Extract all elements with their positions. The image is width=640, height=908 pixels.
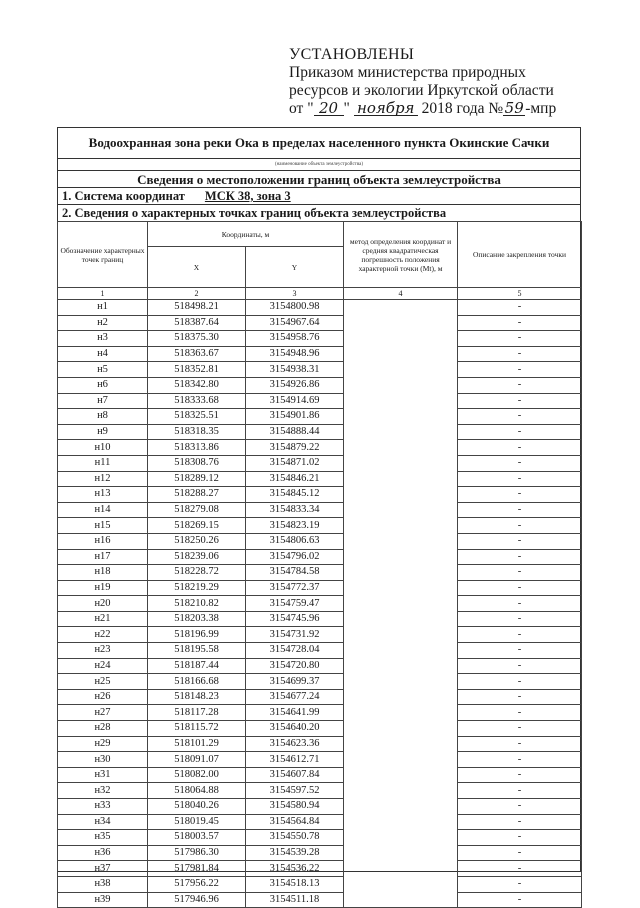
y-coordinate: 3154967.64 bbox=[246, 315, 344, 331]
method-cell bbox=[344, 440, 458, 456]
point-name: н24 bbox=[58, 658, 148, 674]
col-number: 5 bbox=[458, 288, 582, 300]
table-row bbox=[58, 752, 582, 768]
method-cell bbox=[344, 346, 458, 362]
method-cell bbox=[344, 736, 458, 752]
y-coordinate: 3154607.84 bbox=[246, 767, 344, 783]
y-coordinate: 3154518.13 bbox=[246, 876, 344, 892]
handwritten-month: ноября bbox=[354, 101, 418, 116]
description-cell: - bbox=[458, 658, 582, 674]
method-cell bbox=[344, 721, 458, 737]
x-coordinate: 518352.81 bbox=[148, 362, 246, 378]
description-cell: - bbox=[458, 315, 582, 331]
description-cell: - bbox=[458, 752, 582, 768]
table-row bbox=[58, 409, 582, 425]
point-name: н28 bbox=[58, 721, 148, 737]
y-coordinate: 3154640.20 bbox=[246, 721, 344, 737]
description-cell: - bbox=[458, 331, 582, 347]
method-cell bbox=[344, 689, 458, 705]
approval-heading: УСТАНОВЛЕНЫ bbox=[289, 46, 415, 63]
handwritten-day: 20 bbox=[314, 101, 344, 116]
x-coordinate: 518228.72 bbox=[148, 565, 246, 581]
x-coordinate: 518363.67 bbox=[148, 346, 246, 362]
description-cell: - bbox=[458, 471, 582, 487]
y-coordinate: 3154926.86 bbox=[246, 377, 344, 393]
x-coordinate: 518289.12 bbox=[148, 471, 246, 487]
description-cell: - bbox=[458, 814, 582, 830]
point-name: н5 bbox=[58, 362, 148, 378]
description-cell: - bbox=[458, 580, 582, 596]
y-coordinate: 3154539.28 bbox=[246, 845, 344, 861]
x-coordinate: 518239.06 bbox=[148, 549, 246, 565]
table-row bbox=[58, 627, 582, 643]
point-name: н32 bbox=[58, 783, 148, 799]
y-coordinate: 3154612.71 bbox=[246, 752, 344, 768]
point-name: н17 bbox=[58, 549, 148, 565]
point-name: н18 bbox=[58, 565, 148, 581]
x-coordinate: 518333.68 bbox=[148, 393, 246, 409]
method-cell bbox=[344, 705, 458, 721]
header-point: Обозначение характерных точек границ bbox=[58, 222, 148, 288]
x-coordinate: 518166.68 bbox=[148, 674, 246, 690]
table-row bbox=[58, 377, 582, 393]
table-row bbox=[58, 580, 582, 596]
method-cell bbox=[344, 549, 458, 565]
description-cell: - bbox=[458, 424, 582, 440]
description-cell: - bbox=[458, 502, 582, 518]
method-cell bbox=[344, 393, 458, 409]
x-coordinate: 518115.72 bbox=[148, 721, 246, 737]
table-row bbox=[58, 658, 582, 674]
method-cell bbox=[344, 627, 458, 643]
point-name: н14 bbox=[58, 502, 148, 518]
date-prefix: от " bbox=[289, 100, 314, 117]
method-cell bbox=[344, 783, 458, 799]
y-coordinate: 3154536.22 bbox=[246, 861, 344, 877]
y-coordinate: 3154623.36 bbox=[246, 736, 344, 752]
description-cell: - bbox=[458, 518, 582, 534]
method-cell bbox=[344, 518, 458, 534]
y-coordinate: 3154745.96 bbox=[246, 611, 344, 627]
table-row bbox=[58, 814, 582, 830]
col-number: 1 bbox=[58, 288, 148, 300]
table-row bbox=[58, 845, 582, 861]
point-name: н36 bbox=[58, 845, 148, 861]
y-coordinate: 3154800.98 bbox=[246, 300, 344, 316]
method-cell bbox=[344, 455, 458, 471]
x-coordinate: 518387.64 bbox=[148, 315, 246, 331]
description-cell: - bbox=[458, 487, 582, 503]
table-row bbox=[58, 705, 582, 721]
y-coordinate: 3154728.04 bbox=[246, 643, 344, 659]
description-cell: - bbox=[458, 892, 582, 908]
y-coordinate: 3154796.02 bbox=[246, 549, 344, 565]
x-coordinate: 517981.84 bbox=[148, 861, 246, 877]
description-cell: - bbox=[458, 409, 582, 425]
y-coordinate: 3154948.96 bbox=[246, 346, 344, 362]
method-cell bbox=[344, 471, 458, 487]
table-row bbox=[58, 689, 582, 705]
point-name: н10 bbox=[58, 440, 148, 456]
table-row bbox=[58, 518, 582, 534]
y-coordinate: 3154871.02 bbox=[246, 455, 344, 471]
table-row bbox=[58, 471, 582, 487]
y-coordinate: 3154699.37 bbox=[246, 674, 344, 690]
point-name: н21 bbox=[58, 611, 148, 627]
description-cell: - bbox=[458, 861, 582, 877]
table-row bbox=[58, 502, 582, 518]
point-name: н31 bbox=[58, 767, 148, 783]
method-cell bbox=[344, 300, 458, 316]
description-cell: - bbox=[458, 362, 582, 378]
point-name: н8 bbox=[58, 409, 148, 425]
table-row bbox=[58, 674, 582, 690]
description-cell: - bbox=[458, 799, 582, 815]
point-name: н1 bbox=[58, 300, 148, 316]
method-cell bbox=[344, 580, 458, 596]
table-row bbox=[58, 393, 582, 409]
y-coordinate: 3154641.99 bbox=[246, 705, 344, 721]
method-cell bbox=[344, 752, 458, 768]
point-name: н20 bbox=[58, 596, 148, 612]
description-cell: - bbox=[458, 767, 582, 783]
method-cell bbox=[344, 767, 458, 783]
method-cell bbox=[344, 845, 458, 861]
coordinate-system-label: 1. Система координат bbox=[62, 189, 185, 203]
zone-subtitle: (наименование объекта землеустройства) bbox=[274, 162, 364, 167]
table-body bbox=[58, 300, 582, 908]
handwritten-order-number: 59 bbox=[504, 99, 524, 117]
header-x: X bbox=[148, 247, 246, 288]
y-coordinate: 3154888.44 bbox=[246, 424, 344, 440]
x-coordinate: 518195.58 bbox=[148, 643, 246, 659]
point-name: н7 bbox=[58, 393, 148, 409]
method-cell bbox=[344, 861, 458, 877]
col-number: 4 bbox=[344, 288, 458, 300]
y-coordinate: 3154677.24 bbox=[246, 689, 344, 705]
table-row bbox=[58, 876, 582, 892]
x-coordinate: 518325.51 bbox=[148, 409, 246, 425]
point-name: н19 bbox=[58, 580, 148, 596]
x-coordinate: 518196.99 bbox=[148, 627, 246, 643]
method-cell bbox=[344, 674, 458, 690]
description-cell: - bbox=[458, 611, 582, 627]
point-name: н11 bbox=[58, 455, 148, 471]
description-cell: - bbox=[458, 876, 582, 892]
description-cell: - bbox=[458, 377, 582, 393]
point-name: н34 bbox=[58, 814, 148, 830]
header-method: метод определения координат и средняя квадратическая погрешность положения характерной точки (Mt), м bbox=[344, 222, 458, 288]
y-coordinate: 3154597.52 bbox=[246, 783, 344, 799]
point-name: н35 bbox=[58, 830, 148, 846]
x-coordinate: 518313.86 bbox=[148, 440, 246, 456]
x-coordinate: 518308.76 bbox=[148, 455, 246, 471]
y-coordinate: 3154772.37 bbox=[246, 580, 344, 596]
date-quote: " bbox=[343, 100, 350, 117]
y-coordinate: 3154879.22 bbox=[246, 440, 344, 456]
table-row bbox=[58, 440, 582, 456]
point-name: н13 bbox=[58, 487, 148, 503]
header-y: Y bbox=[246, 247, 344, 288]
method-cell bbox=[344, 565, 458, 581]
point-name: н23 bbox=[58, 643, 148, 659]
y-coordinate: 3154784.58 bbox=[246, 565, 344, 581]
approval-block bbox=[289, 46, 556, 118]
table-row bbox=[58, 892, 582, 908]
col-number: 2 bbox=[148, 288, 246, 300]
y-coordinate: 3154823.19 bbox=[246, 518, 344, 534]
description-cell: - bbox=[458, 533, 582, 549]
table-row bbox=[58, 611, 582, 627]
point-name: н33 bbox=[58, 799, 148, 815]
x-coordinate: 518318.35 bbox=[148, 424, 246, 440]
coordinate-system-value: МСК 38, зона 3 bbox=[204, 189, 291, 203]
x-coordinate: 518148.23 bbox=[148, 689, 246, 705]
x-coordinate: 518203.38 bbox=[148, 611, 246, 627]
point-name: н16 bbox=[58, 533, 148, 549]
description-cell: - bbox=[458, 300, 582, 316]
order-suffix: -мпр bbox=[525, 100, 557, 117]
description-cell: - bbox=[458, 674, 582, 690]
description-cell: - bbox=[458, 830, 582, 846]
y-coordinate: 3154901.86 bbox=[246, 409, 344, 425]
table-row bbox=[58, 424, 582, 440]
point-name: н3 bbox=[58, 331, 148, 347]
point-name: н37 bbox=[58, 861, 148, 877]
x-coordinate: 518019.45 bbox=[148, 814, 246, 830]
x-coordinate: 518091.07 bbox=[148, 752, 246, 768]
approval-date-line bbox=[289, 100, 556, 118]
point-name: н38 bbox=[58, 876, 148, 892]
y-coordinate: 3154845.12 bbox=[246, 487, 344, 503]
table-row bbox=[58, 643, 582, 659]
table-row bbox=[58, 346, 582, 362]
header-coords: Координаты, м bbox=[148, 222, 344, 247]
table-row bbox=[58, 799, 582, 815]
x-coordinate: 518101.29 bbox=[148, 736, 246, 752]
table-row bbox=[58, 783, 582, 799]
x-coordinate: 518210.82 bbox=[148, 596, 246, 612]
point-name: н6 bbox=[58, 377, 148, 393]
point-name: н30 bbox=[58, 752, 148, 768]
table-row bbox=[58, 315, 582, 331]
method-cell bbox=[344, 892, 458, 908]
point-name: н9 bbox=[58, 424, 148, 440]
approval-line-2: ресурсов и экологии Иркутской области bbox=[289, 82, 554, 99]
table-row bbox=[58, 565, 582, 581]
description-cell: - bbox=[458, 643, 582, 659]
description-cell: - bbox=[458, 736, 582, 752]
y-coordinate: 3154846.21 bbox=[246, 471, 344, 487]
x-coordinate: 518279.08 bbox=[148, 502, 246, 518]
description-cell: - bbox=[458, 346, 582, 362]
y-coordinate: 3154806.63 bbox=[246, 533, 344, 549]
x-coordinate: 518003.57 bbox=[148, 830, 246, 846]
description-cell: - bbox=[458, 440, 582, 456]
x-coordinate: 517956.22 bbox=[148, 876, 246, 892]
point-name: н22 bbox=[58, 627, 148, 643]
y-coordinate: 3154511.18 bbox=[246, 892, 344, 908]
point-name: н12 bbox=[58, 471, 148, 487]
description-cell: - bbox=[458, 721, 582, 737]
y-coordinate: 3154938.31 bbox=[246, 362, 344, 378]
x-coordinate: 518187.44 bbox=[148, 658, 246, 674]
table-row bbox=[58, 861, 582, 877]
description-cell: - bbox=[458, 783, 582, 799]
table-row bbox=[58, 596, 582, 612]
description-cell: - bbox=[458, 705, 582, 721]
description-cell: - bbox=[458, 627, 582, 643]
description-cell: - bbox=[458, 549, 582, 565]
method-cell bbox=[344, 487, 458, 503]
point-name: н4 bbox=[58, 346, 148, 362]
y-coordinate: 3154759.47 bbox=[246, 596, 344, 612]
x-coordinate: 518082.00 bbox=[148, 767, 246, 783]
y-coordinate: 3154580.94 bbox=[246, 799, 344, 815]
header-description: Описание закрепления точки bbox=[458, 222, 582, 288]
y-coordinate: 3154720.80 bbox=[246, 658, 344, 674]
method-cell bbox=[344, 424, 458, 440]
point-name: н25 bbox=[58, 674, 148, 690]
method-cell bbox=[344, 315, 458, 331]
method-cell bbox=[344, 533, 458, 549]
method-cell bbox=[344, 331, 458, 347]
table-row bbox=[58, 736, 582, 752]
col-number: 3 bbox=[246, 288, 344, 300]
table-row bbox=[58, 487, 582, 503]
table-row bbox=[58, 455, 582, 471]
point-name: н2 bbox=[58, 315, 148, 331]
method-cell bbox=[344, 658, 458, 674]
method-cell bbox=[344, 799, 458, 815]
coordinate-system-row bbox=[58, 188, 580, 205]
x-coordinate: 518219.29 bbox=[148, 580, 246, 596]
zone-title: Водоохранная зона реки Ока в пределах населенного пункта Окинские Сачки bbox=[58, 128, 580, 159]
y-coordinate: 3154833.34 bbox=[246, 502, 344, 518]
point-name: н15 bbox=[58, 518, 148, 534]
description-cell: - bbox=[458, 689, 582, 705]
method-cell bbox=[344, 502, 458, 518]
x-coordinate: 518375.30 bbox=[148, 331, 246, 347]
point-name: н29 bbox=[58, 736, 148, 752]
x-coordinate: 518342.80 bbox=[148, 377, 246, 393]
table-row bbox=[58, 331, 582, 347]
table-row bbox=[58, 721, 582, 737]
point-name: н39 bbox=[58, 892, 148, 908]
description-cell: - bbox=[458, 565, 582, 581]
description-cell: - bbox=[458, 845, 582, 861]
method-cell bbox=[344, 611, 458, 627]
method-cell bbox=[344, 596, 458, 612]
method-cell bbox=[344, 876, 458, 892]
method-cell bbox=[344, 830, 458, 846]
approval-line-1: Приказом министерства природных bbox=[289, 64, 526, 81]
x-coordinate: 518040.26 bbox=[148, 799, 246, 815]
method-cell bbox=[344, 814, 458, 830]
boundary-points-table bbox=[57, 221, 582, 908]
method-cell bbox=[344, 377, 458, 393]
x-coordinate: 518117.28 bbox=[148, 705, 246, 721]
y-coordinate: 3154958.76 bbox=[246, 331, 344, 347]
x-coordinate: 517946.96 bbox=[148, 892, 246, 908]
y-coordinate: 3154914.69 bbox=[246, 393, 344, 409]
description-cell: - bbox=[458, 455, 582, 471]
y-coordinate: 3154550.78 bbox=[246, 830, 344, 846]
table-row bbox=[58, 300, 582, 316]
x-coordinate: 518250.26 bbox=[148, 533, 246, 549]
table-row bbox=[58, 549, 582, 565]
table-row bbox=[58, 830, 582, 846]
x-coordinate: 518064.88 bbox=[148, 783, 246, 799]
y-coordinate: 3154731.92 bbox=[246, 627, 344, 643]
method-cell bbox=[344, 643, 458, 659]
x-coordinate: 518269.15 bbox=[148, 518, 246, 534]
table-row bbox=[58, 767, 582, 783]
table-row bbox=[58, 533, 582, 549]
method-cell bbox=[344, 362, 458, 378]
year-text: 2018 года № bbox=[421, 100, 504, 117]
y-coordinate: 3154564.84 bbox=[246, 814, 344, 830]
method-cell bbox=[344, 409, 458, 425]
description-cell: - bbox=[458, 596, 582, 612]
x-coordinate: 518498.21 bbox=[148, 300, 246, 316]
description-cell: - bbox=[458, 393, 582, 409]
x-coordinate: 517986.30 bbox=[148, 845, 246, 861]
points-section-title: 2. Сведения о характерных точках границ объекта землеустройства bbox=[58, 205, 580, 222]
point-name: н27 bbox=[58, 705, 148, 721]
point-name: н26 bbox=[58, 689, 148, 705]
table-row bbox=[58, 362, 582, 378]
x-coordinate: 518288.27 bbox=[148, 487, 246, 503]
info-title: Сведения о местоположении границ объекта землеустройства bbox=[58, 170, 580, 188]
